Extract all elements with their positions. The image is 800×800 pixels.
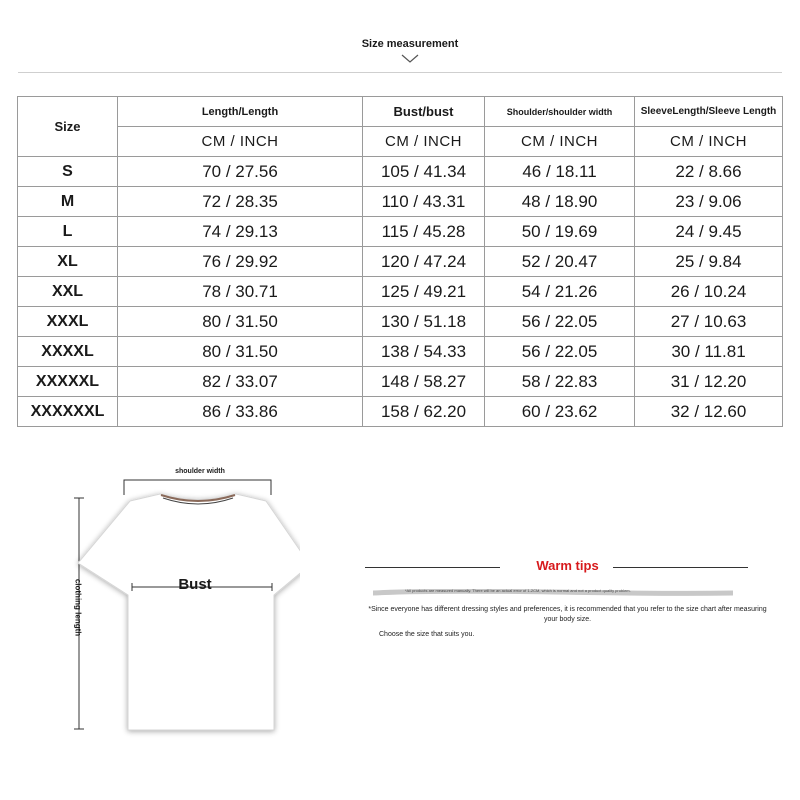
table-row <box>18 337 783 367</box>
shoulder-cell: 54 / 21.26 <box>485 277 635 307</box>
size-chart-table <box>17 96 783 427</box>
unit-label: CM / INCH <box>363 127 485 157</box>
shoulder-column-header: Shoulder/shoulder width <box>485 97 635 127</box>
bust-cell: 125 / 49.21 <box>363 277 485 307</box>
sleeve-cell: 32 / 12.60 <box>635 397 783 427</box>
length-cell: 86 / 33.86 <box>118 397 363 427</box>
unit-label: CM / INCH <box>118 127 363 157</box>
unit-label: CM / INCH <box>635 127 783 157</box>
shoulder-cell: 52 / 20.47 <box>485 247 635 277</box>
page-title: Size measurement <box>361 38 459 50</box>
size-cell: XXL <box>18 277 118 307</box>
shoulder-cell: 58 / 22.83 <box>485 367 635 397</box>
tshirt-body <box>78 494 300 730</box>
table-row <box>18 397 783 427</box>
clothing-length-label: clothing length <box>73 578 83 637</box>
sleeve-cell: 24 / 9.45 <box>635 217 783 247</box>
table-row <box>18 187 783 217</box>
size-cell: S <box>18 157 118 187</box>
table-header-row <box>18 97 783 127</box>
sleeve-cell: 27 / 10.63 <box>635 307 783 337</box>
size-cell: L <box>18 217 118 247</box>
table-row <box>18 217 783 247</box>
bust-column-header: Bust/bust <box>363 97 485 127</box>
measurement-note-text: *All products are measured manually. There will be an actual error of 1-2CM, which is normal and not a product quality problem. <box>405 588 631 593</box>
sleeve-cell: 30 / 11.81 <box>635 337 783 367</box>
shoulder-cell: 56 / 22.05 <box>485 337 635 367</box>
table-unit-row <box>18 127 783 157</box>
bust-cell: 138 / 54.33 <box>363 337 485 367</box>
shoulder-width-indicator <box>124 480 271 495</box>
shoulder-cell: 48 / 18.90 <box>485 187 635 217</box>
length-cell: 76 / 29.92 <box>118 247 363 277</box>
length-cell: 82 / 33.07 <box>118 367 363 397</box>
shoulder-cell: 56 / 22.05 <box>485 307 635 337</box>
bust-cell: 148 / 58.27 <box>363 367 485 397</box>
size-cell: XXXL <box>18 307 118 337</box>
table-row <box>18 157 783 187</box>
sleeve-cell: 22 / 8.66 <box>635 157 783 187</box>
tips-paragraph: *Since everyone has different dressing styles and preferences, it is recommended that you refer to the size chart after measuring your body size. <box>368 606 767 623</box>
table-row <box>18 367 783 397</box>
table-row <box>18 277 783 307</box>
length-cell: 80 / 31.50 <box>118 307 363 337</box>
bust-label: Bust <box>178 576 212 593</box>
length-cell: 78 / 30.71 <box>118 277 363 307</box>
size-cell: XXXXL <box>18 337 118 367</box>
sleeve-cell: 23 / 9.06 <box>635 187 783 217</box>
warm-tips-section <box>365 558 770 638</box>
warm-tips-header <box>365 558 770 578</box>
size-cell: XXXXXXL <box>18 397 118 427</box>
shoulder-cell: 50 / 19.69 <box>485 217 635 247</box>
unit-label: CM / INCH <box>485 127 635 157</box>
tips-paragraph: Choose the size that suits you. <box>379 631 475 638</box>
size-measurement-heading <box>340 38 480 63</box>
bust-cell: 105 / 41.34 <box>363 157 485 187</box>
bust-cell: 115 / 45.28 <box>363 217 485 247</box>
bust-cell: 130 / 51.18 <box>363 307 485 337</box>
sleeve-column-header: SleeveLength/Sleeve Length <box>635 97 783 127</box>
length-cell: 70 / 27.56 <box>118 157 363 187</box>
length-cell: 74 / 29.13 <box>118 217 363 247</box>
bust-cell: 120 / 47.24 <box>363 247 485 277</box>
measurement-note <box>365 588 770 597</box>
shoulder-cell: 46 / 18.11 <box>485 157 635 187</box>
divider <box>18 72 782 73</box>
chevron-down-icon <box>401 54 419 63</box>
bust-cell: 110 / 43.31 <box>363 187 485 217</box>
tshirt-measurement-diagram <box>60 455 300 745</box>
sleeve-cell: 25 / 9.84 <box>635 247 783 277</box>
length-column-header: Length/Length <box>118 97 363 127</box>
shoulder-width-label: shoulder width <box>175 468 225 475</box>
size-cell: XXXXXL <box>18 367 118 397</box>
sleeve-cell: 31 / 12.20 <box>635 367 783 397</box>
size-cell: M <box>18 187 118 217</box>
bust-cell: 158 / 62.20 <box>363 397 485 427</box>
warm-tips-title: Warm tips <box>536 558 599 573</box>
shoulder-cell: 60 / 23.62 <box>485 397 635 427</box>
length-cell: 72 / 28.35 <box>118 187 363 217</box>
tshirt-icon <box>60 455 300 745</box>
sleeve-cell: 26 / 10.24 <box>635 277 783 307</box>
size-cell: XL <box>18 247 118 277</box>
table-row <box>18 307 783 337</box>
size-column-header: Size <box>18 97 118 157</box>
length-cell: 80 / 31.50 <box>118 337 363 367</box>
table-row <box>18 247 783 277</box>
